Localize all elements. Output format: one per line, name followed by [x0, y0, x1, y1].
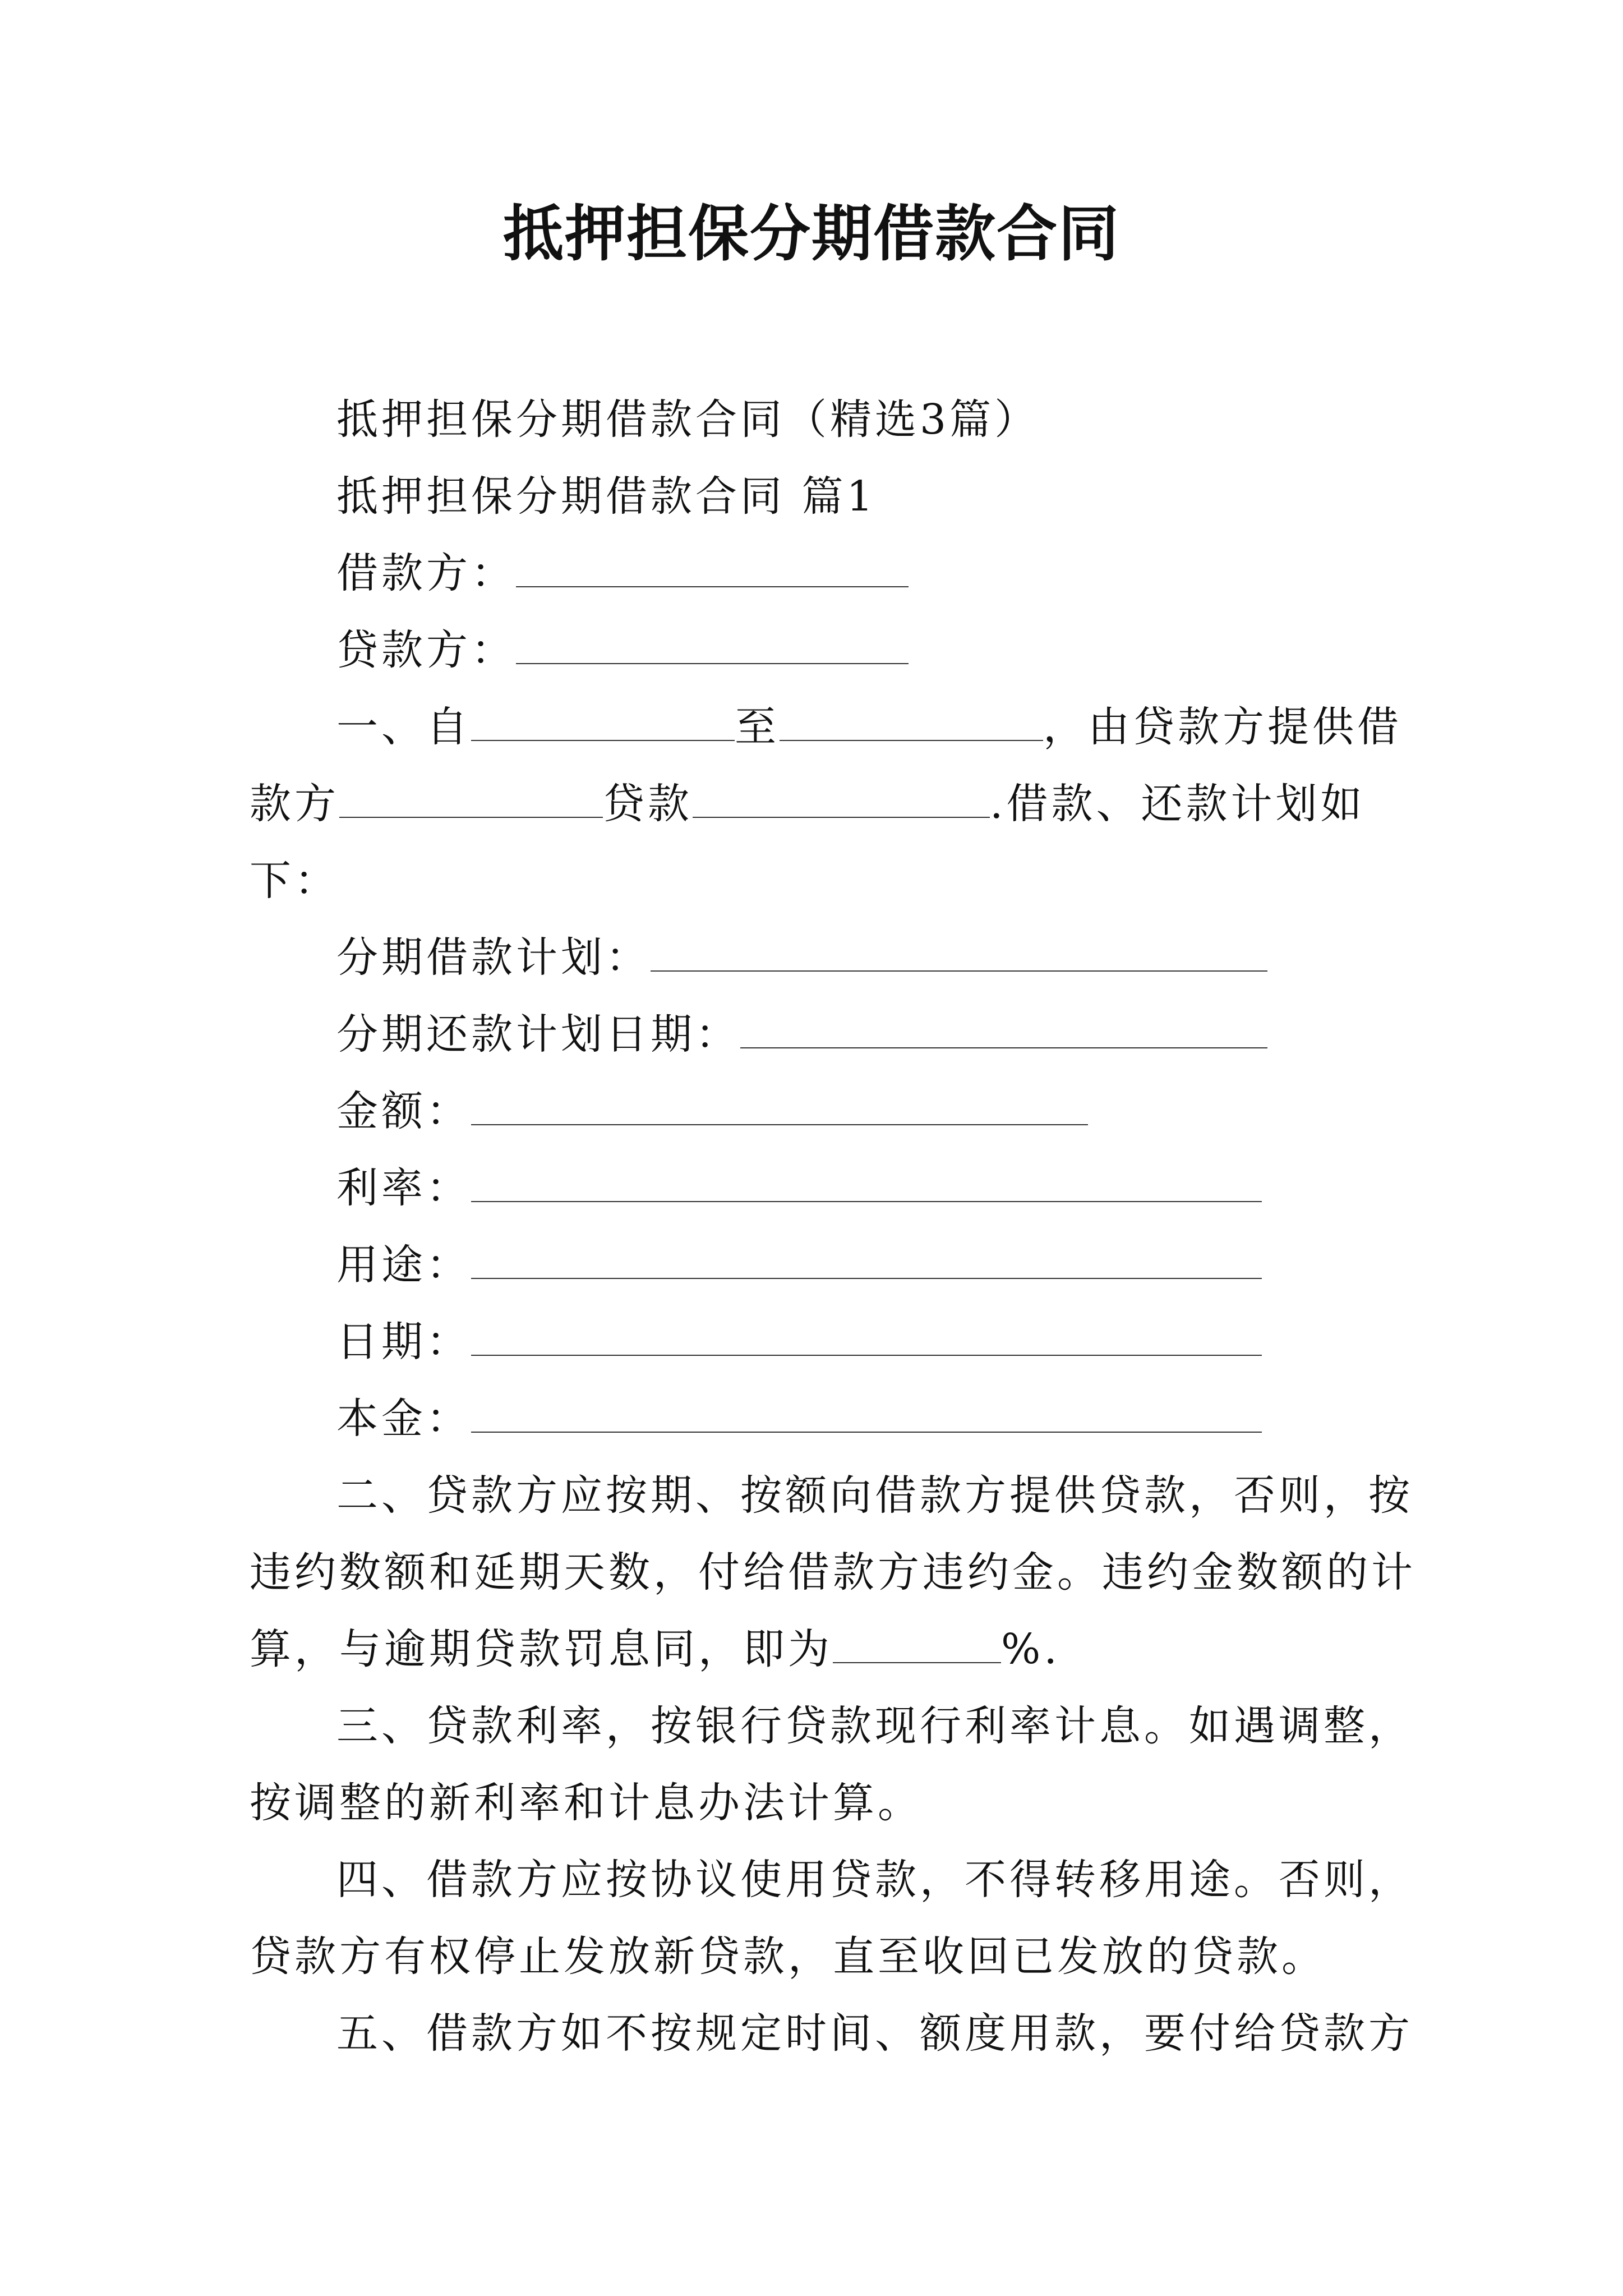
- field-blank: [651, 937, 1267, 972]
- clause1-text-c: ，由贷款方提供借: [1043, 703, 1402, 751]
- clause1-text-f: .借款、还款计划如: [990, 780, 1366, 828]
- borrower-name-blank: [339, 783, 603, 818]
- borrower-row: [250, 535, 1388, 612]
- clause2-text-b: %.: [1001, 1625, 1061, 1673]
- lender-blank: [516, 629, 909, 664]
- field-blank: [740, 1014, 1267, 1048]
- clause1-text-e: 贷款: [603, 780, 693, 828]
- clause2-line2: 违约数额和延期天数，付给借款方违约金。违约金数额的计: [250, 1548, 1416, 1596]
- field-installment-plan: [250, 919, 1388, 996]
- field-blank: [471, 1091, 1088, 1125]
- field-label: 金额：: [336, 1087, 471, 1135]
- clause1-line2: [250, 766, 1388, 843]
- lender-label: 贷款方：: [336, 626, 516, 674]
- document-title: 抵押担保分期借款合同: [502, 199, 1120, 269]
- field-label: 利率：: [336, 1164, 471, 1212]
- clause1-line3: 下：: [250, 857, 339, 905]
- field-label: 用途：: [336, 1241, 471, 1289]
- field-label: 本金：: [336, 1395, 471, 1443]
- start-date-blank: [471, 706, 735, 741]
- borrower-label: 借款方：: [336, 549, 516, 597]
- clause1-text-b: 至: [735, 703, 780, 751]
- field-amount: [250, 1073, 1388, 1150]
- penalty-rate-blank: [833, 1628, 1001, 1663]
- field-date: [250, 1304, 1388, 1381]
- field-blank: [471, 1244, 1262, 1279]
- field-principal: [250, 1381, 1388, 1457]
- field-blank: [471, 1167, 1262, 1202]
- field-rate: [250, 1150, 1388, 1227]
- clause2-line1: 二、贷款方应按期、按额向借款方提供贷款，否则，按: [336, 1471, 1413, 1520]
- field-repayment-date: [250, 996, 1388, 1073]
- clause1-text-d: 款方: [250, 780, 339, 828]
- section-heading: 抵押担保分期借款合同 篇1: [336, 472, 877, 521]
- clause2-line3: [250, 1611, 1388, 1688]
- field-blank: [471, 1398, 1262, 1433]
- loan-amount-blank: [693, 783, 990, 818]
- clause1-text-a: 一、自: [336, 703, 471, 751]
- clause1-line1: [250, 689, 1402, 766]
- clause4-line2: 贷款方有权停止发放新贷款，直至收回已发放的贷款。: [250, 1932, 1326, 1981]
- lender-row: [250, 612, 1388, 689]
- field-blank: [471, 1321, 1262, 1356]
- clause4-line1: 四、借款方应按协议使用贷款，不得转移用途。否则，: [336, 1856, 1413, 1904]
- document-body: [250, 381, 1416, 2072]
- clause3-line1: 三、贷款利率，按银行贷款现行利率计息。如遇调整，: [336, 1702, 1413, 1750]
- field-purpose: [250, 1227, 1388, 1304]
- document-subtitle: 抵押担保分期借款合同（精选3篇）: [336, 395, 1040, 444]
- borrower-blank: [516, 553, 909, 587]
- field-label: 分期借款计划：: [336, 933, 651, 982]
- clause5-line1: 五、借款方如不按规定时间、额度用款，要付给贷款方: [336, 2009, 1413, 2058]
- clause2-text-a: 算，与逾期贷款罚息同，即为: [250, 1625, 833, 1673]
- field-label: 日期：: [336, 1318, 471, 1366]
- clause3-line2: 按调整的新利率和计息办法计算。: [250, 1779, 923, 1827]
- field-label: 分期还款计划日期：: [336, 1010, 740, 1059]
- end-date-blank: [780, 706, 1043, 741]
